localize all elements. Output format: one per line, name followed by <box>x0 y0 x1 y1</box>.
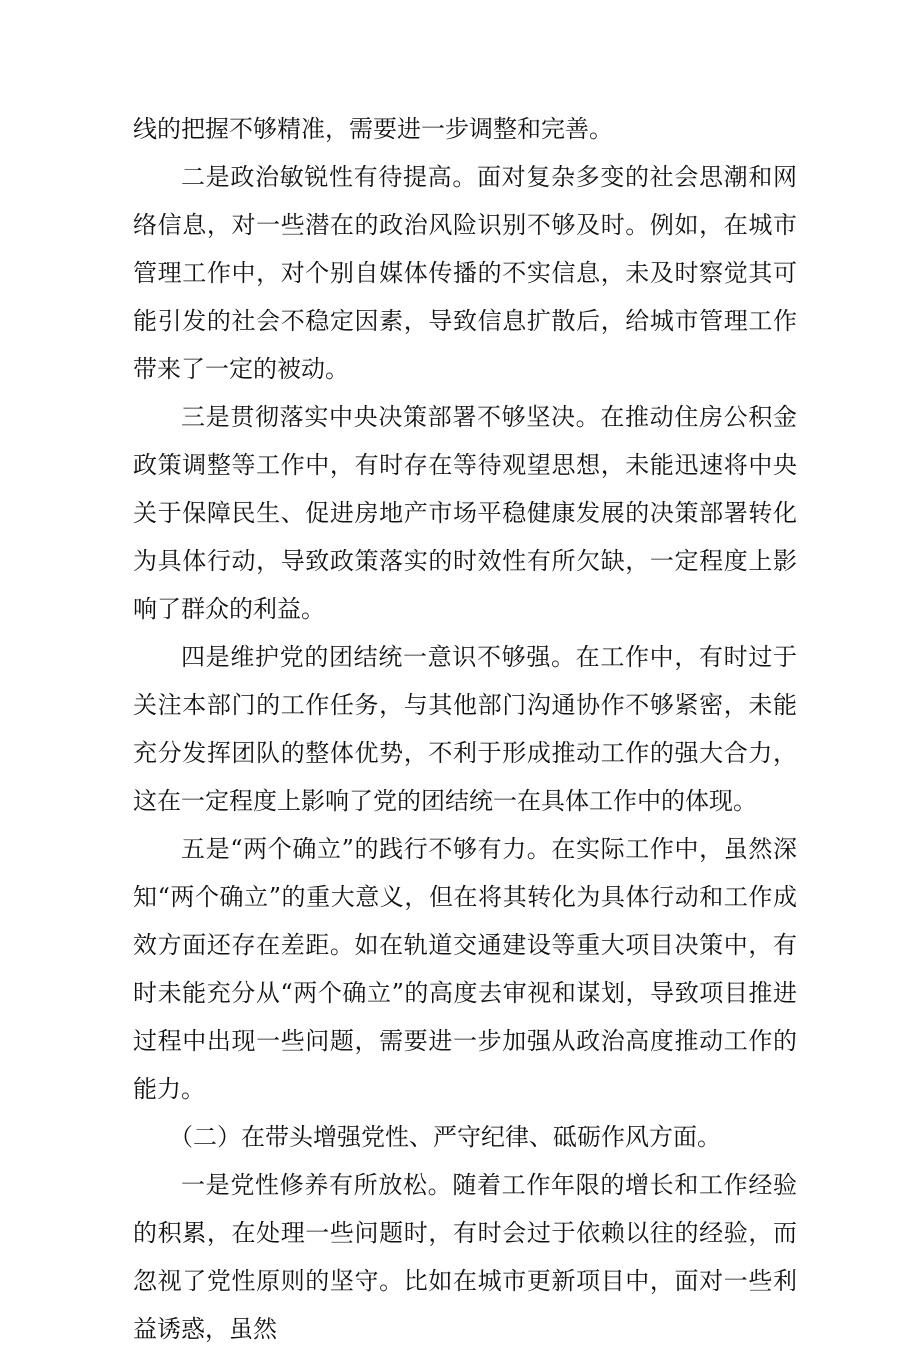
paragraph-political-sensitivity: 二是政治敏锐性有待提高。面对复杂多变的社会思潮和网络信息，对一些潜在的政治风险识别不够及时。例如，在城市管理工作中，对个别自媒体传播的不实信息，未及时察觉其可能引发的社会不稳定因素，导致信息扩散后，给城市管理工作带来了一定的被动。 <box>133 163 797 383</box>
document-body <box>133 105 797 1353</box>
paragraph-two-establishments: 五是“两个确立”的践行不够有力。在实际工作中，虽然深知“两个确立”的重大意义，但在将其转化为具体行动和工作成效方面还存在差距。如在轨道交通建设等重大项目决策中，有时未能充分从“两个确立”的高度去审视和谋划，导致项目推进过程中出现一些问题，需要进一步加强从政治高度推动工作的能力。 <box>133 835 797 1103</box>
paragraph-continuation: 线的把握不够精准，需要进一步调整和完善。 <box>133 115 613 143</box>
section-heading: （二）在带头增强党性、严守纪律、砥砺作风方面。 <box>169 1123 721 1151</box>
paragraph-party-spirit: 一是党性修养有所放松。随着工作年限的增长和工作经验的积累，在处理一些问题时，有时会过于依赖以往的经验，而忽视了党性原则的坚守。比如在城市更新项目中，面对一些利益诱惑，虽然 <box>133 1171 797 1343</box>
paragraph-party-unity: 四是维护党的团结统一意识不够强。在工作中，有时过于关注本部门的工作任务，与其他部门沟通协作不够紧密，未能充分发挥团队的整体优势，不利于形成推动工作的强大合力，这在一定程度上影响了党的团结统一在具体工作中的体现。 <box>133 643 797 815</box>
paragraph-policy-implementation: 三是贯彻落实中央决策部署不够坚决。在推动住房公积金政策调整等工作中，有时存在等待观望思想，未能迅速将中央关于保障民生、促进房地产市场平稳健康发展的决策部署转化为具体行动，导致政策落实的时效性有所欠缺，一定程度上影响了群众的利益。 <box>133 403 797 623</box>
